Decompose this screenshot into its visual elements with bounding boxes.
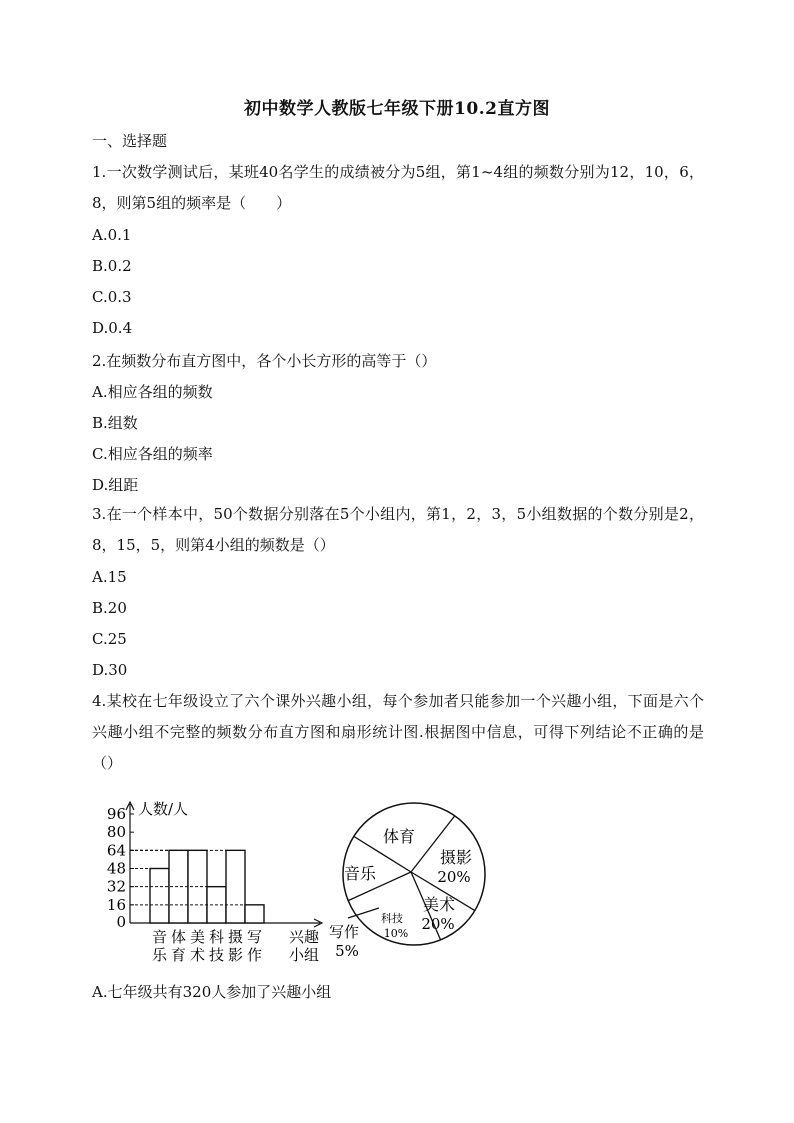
x-tick-label: 术 [189, 946, 206, 964]
question-3-stem: 3.在一个样本中，50个数据分别落在5个小组内，第1，2，3，5小组数据的个数分别是2，8，15，5，则第4小组的频数是（） [92, 505, 704, 554]
question-4-stem: 4.某校在七年级设立了六个课外兴趣小组，每个参加者只能参加一个兴趣小组，下面是六个兴趣小组不完整的频数分布直方图和扇形统计图.根据图中信息，可得下列结论不正确的是（） [92, 692, 704, 772]
y-tick-label: 0 [116, 913, 126, 931]
x-tick-label: 影 [227, 946, 244, 964]
question-1-option-a: A.0.1 [92, 226, 132, 244]
page-title: 初中数学人教版七年级下册10.2直方图 [244, 99, 550, 119]
question-2-option-c: C.相应各组的频率 [92, 445, 213, 463]
pie-slice-label: 美术 [422, 895, 456, 914]
question-3-option-a: A.15 [92, 568, 127, 586]
question-4-option-a: A.七年级共有320人参加了兴趣小组 [92, 983, 332, 1001]
y-tick-label: 48 [106, 859, 126, 878]
question-3-option-c: C.25 [92, 630, 127, 648]
bar [245, 905, 264, 923]
pie-slice-percent: 5% [335, 942, 359, 960]
y-tick-label: 64 [106, 841, 126, 860]
x-tick-label: 育 [170, 946, 187, 964]
x-axis-label: 小组 [288, 946, 320, 964]
bar [226, 850, 245, 923]
x-axis-label: 兴趣 [288, 928, 320, 946]
question-1-option-b: B.0.2 [92, 257, 132, 275]
question-1-option-d: D.0.4 [92, 319, 133, 337]
question-2-option-b: B.组数 [92, 414, 138, 432]
pie-slice-percent: 20% [421, 915, 455, 933]
pie-slice-percent: 20% [437, 868, 471, 886]
y-axis-label: 人数/人 [138, 800, 189, 818]
pie-slice-label: 科技 [381, 912, 403, 925]
question-3-option-b: B.20 [92, 599, 127, 617]
pie-slice-label: 体育 [382, 827, 416, 846]
y-tick-label: 80 [106, 823, 126, 842]
question-3-option-d: D.30 [92, 661, 128, 679]
x-tick-label: 技 [208, 946, 225, 964]
pie-slice-percent: 10% [383, 927, 409, 940]
question-2-option-a: A.相应各组的频数 [92, 383, 213, 401]
pie-slice-label: 写作 [328, 923, 360, 941]
y-tick-label: 96 [106, 805, 126, 823]
pie-slice-label: 音乐 [343, 864, 377, 883]
x-tick-label: 体 [170, 928, 187, 946]
x-tick-label: 作 [246, 946, 263, 964]
question-2-option-d: D.组距 [92, 476, 139, 494]
pie-chart [329, 803, 485, 960]
x-tick-label: 科 [208, 928, 225, 946]
x-tick-label: 乐 [151, 946, 168, 964]
x-tick-label: 音 [151, 928, 168, 946]
question-1-option-c: C.0.3 [92, 288, 132, 306]
y-tick-label: 16 [106, 895, 126, 914]
section-heading: 一、选择题 [92, 132, 168, 150]
x-tick-label: 摄 [227, 928, 244, 946]
y-tick-label: 32 [106, 877, 126, 896]
question-2-stem: 2.在频数分布直方图中，各个小长方形的高等于（） [92, 352, 437, 370]
figure-charts [92, 800, 512, 970]
bar [150, 869, 169, 924]
histogram-chart [107, 800, 322, 964]
pie-slice-label: 摄影 [439, 848, 473, 867]
question-1-stem: 1.一次数学测试后，某班40名学生的成绩被分为5组，第1~4组的频数分别为12，10，6，8，则第5组的频率是（ ） [92, 163, 704, 212]
x-tick-label: 写 [246, 928, 263, 946]
x-tick-label: 美 [189, 928, 206, 946]
